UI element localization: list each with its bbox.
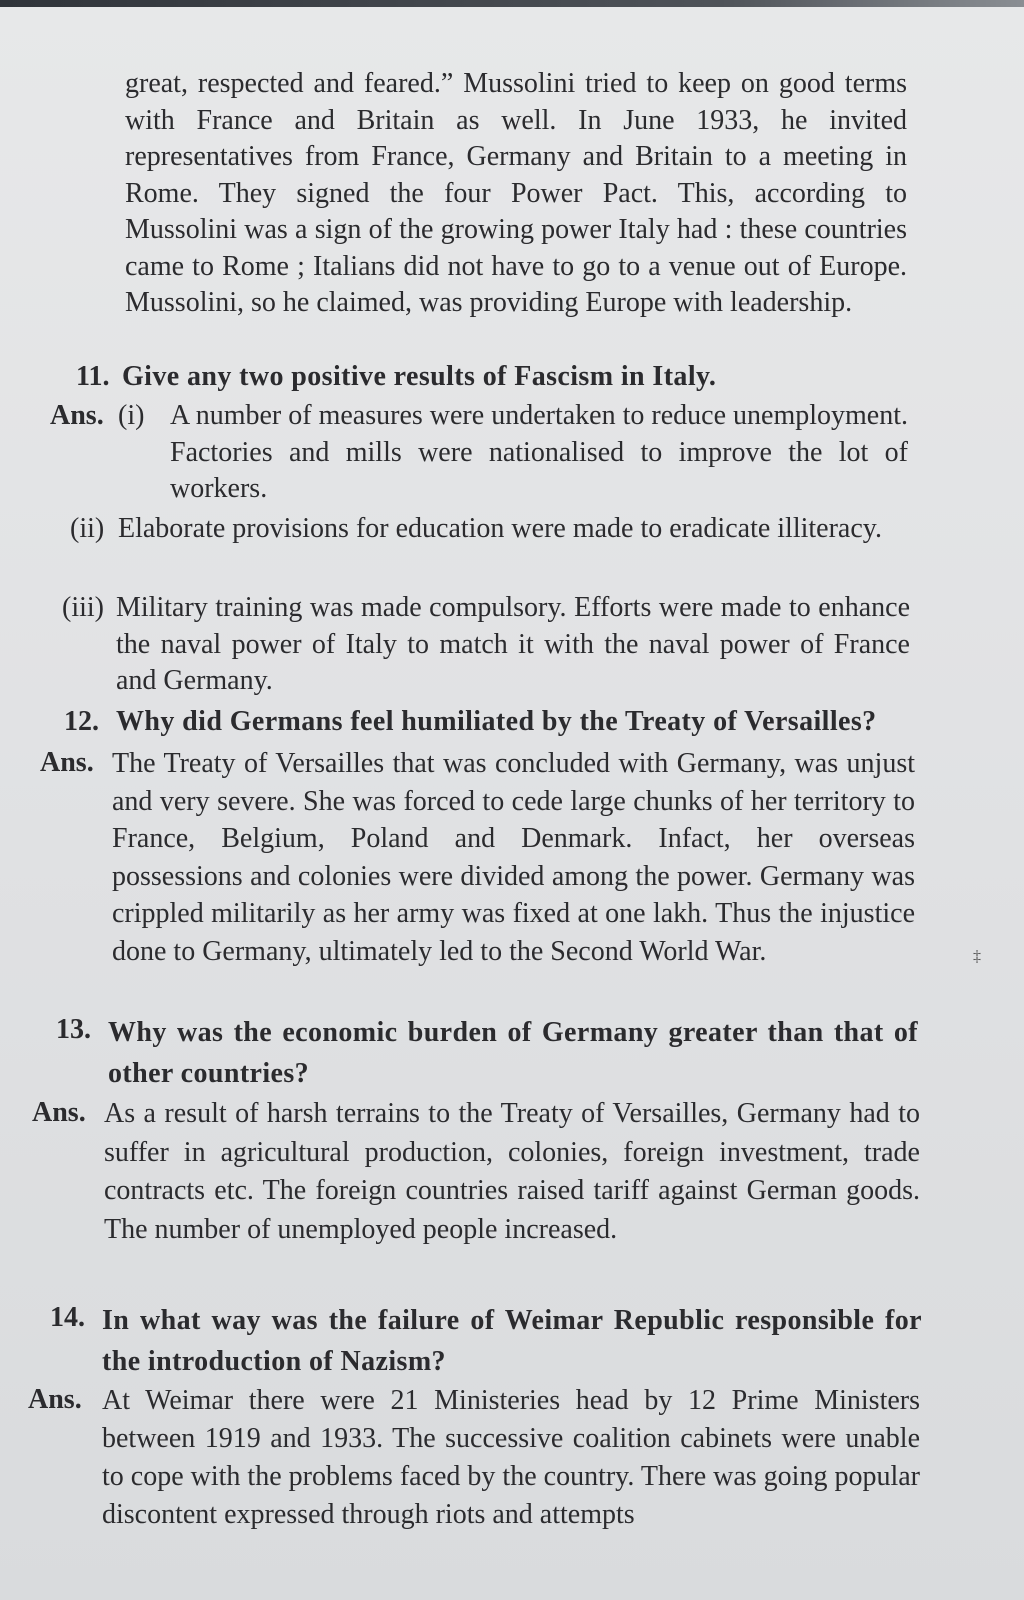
intro-paragraph: great, respected and feared.” Mussolini tried to keep on good terms with France and Britain as well. In June 1933, he invited representatives from France, Germany and Britain to a meeting in Rome. They signed the four Power Pact. This, according to Mussolini was a sign of the growing power Italy had : these countries came to Rome ; Italians did not have to go to a venue out of Europe. Mussolini, so he claimed, was providing Europe with leadership. [125, 68, 907, 318]
question-13-text: Why was the economic burden of Germany greater than that of other countries? [108, 1017, 918, 1089]
answer-11-point-1-marker: (i) [118, 400, 145, 431]
answer-14-label: Ans. [28, 1384, 82, 1415]
answer-12-label: Ans. [40, 747, 94, 778]
answer-13-label: Ans. [32, 1097, 86, 1128]
answer-11-point-1-text-line1 [170, 398, 908, 508]
answer-11-point-1-text: A number of measures were undertaken to reduce unemployment. Factories and mills were nationalised to improve the lot of workers. [170, 400, 908, 504]
question-13-number: 13. [56, 1014, 91, 1045]
answer-11-point-2-text: Elaborate provisions for education were made to eradicate illiteracy. [118, 513, 882, 544]
question-11-text: Give any two positive results of Fascism in Italy. [122, 361, 717, 392]
answer-11-point-3-text: Military training was made compulsory. Efforts were made to enhance the naval power of Italy to match it with the naval power of France and Germany. [116, 592, 910, 696]
answer-11-label: Ans. [50, 400, 104, 431]
question-12-text: Why did Germans feel humiliated by the Treaty of Versailles? [116, 706, 877, 737]
question-11-number: 11. [76, 361, 110, 392]
answer-14-text: At Weimar there were 21 Ministeries head by 12 Prime Ministers between 1919 and 1933. The successive coalition cabinets were unable to cope with the problems faced by the country. There was going popular discontent expressed through riots and attempts [102, 1385, 920, 1530]
answer-11-point-3-marker: (iii) [62, 592, 104, 623]
margin-mark: ‡ [973, 948, 981, 965]
question-12-number: 12. [64, 706, 99, 737]
answer-12-text: The Treaty of Versailles that was concluded with Germany, was unjust and very severe. She was forced to cede large chunks of her territory to France, Belgium, Poland and Denmark. Infact, her overseas possessions and colonies were divided among the power. Germany was crippled militarily as her army was fixed at one lakh. Thus the injustice done to Germany, ultimately led to the Second World War. [112, 748, 915, 967]
question-14-number: 14. [50, 1302, 85, 1333]
answer-13-text: As a result of harsh terrains to the Treaty of Versailles, Germany had to suffer in agricultural production, colonies, foreign investment, trade contracts etc. The foreign countries raised tariff against German goods. The number of unemployed people increased. [104, 1098, 920, 1245]
question-14-text: In what way was the failure of Weimar Republic responsible for the introduction of Nazism? [102, 1305, 922, 1377]
answer-11-point-2-marker: (ii) [70, 513, 105, 544]
